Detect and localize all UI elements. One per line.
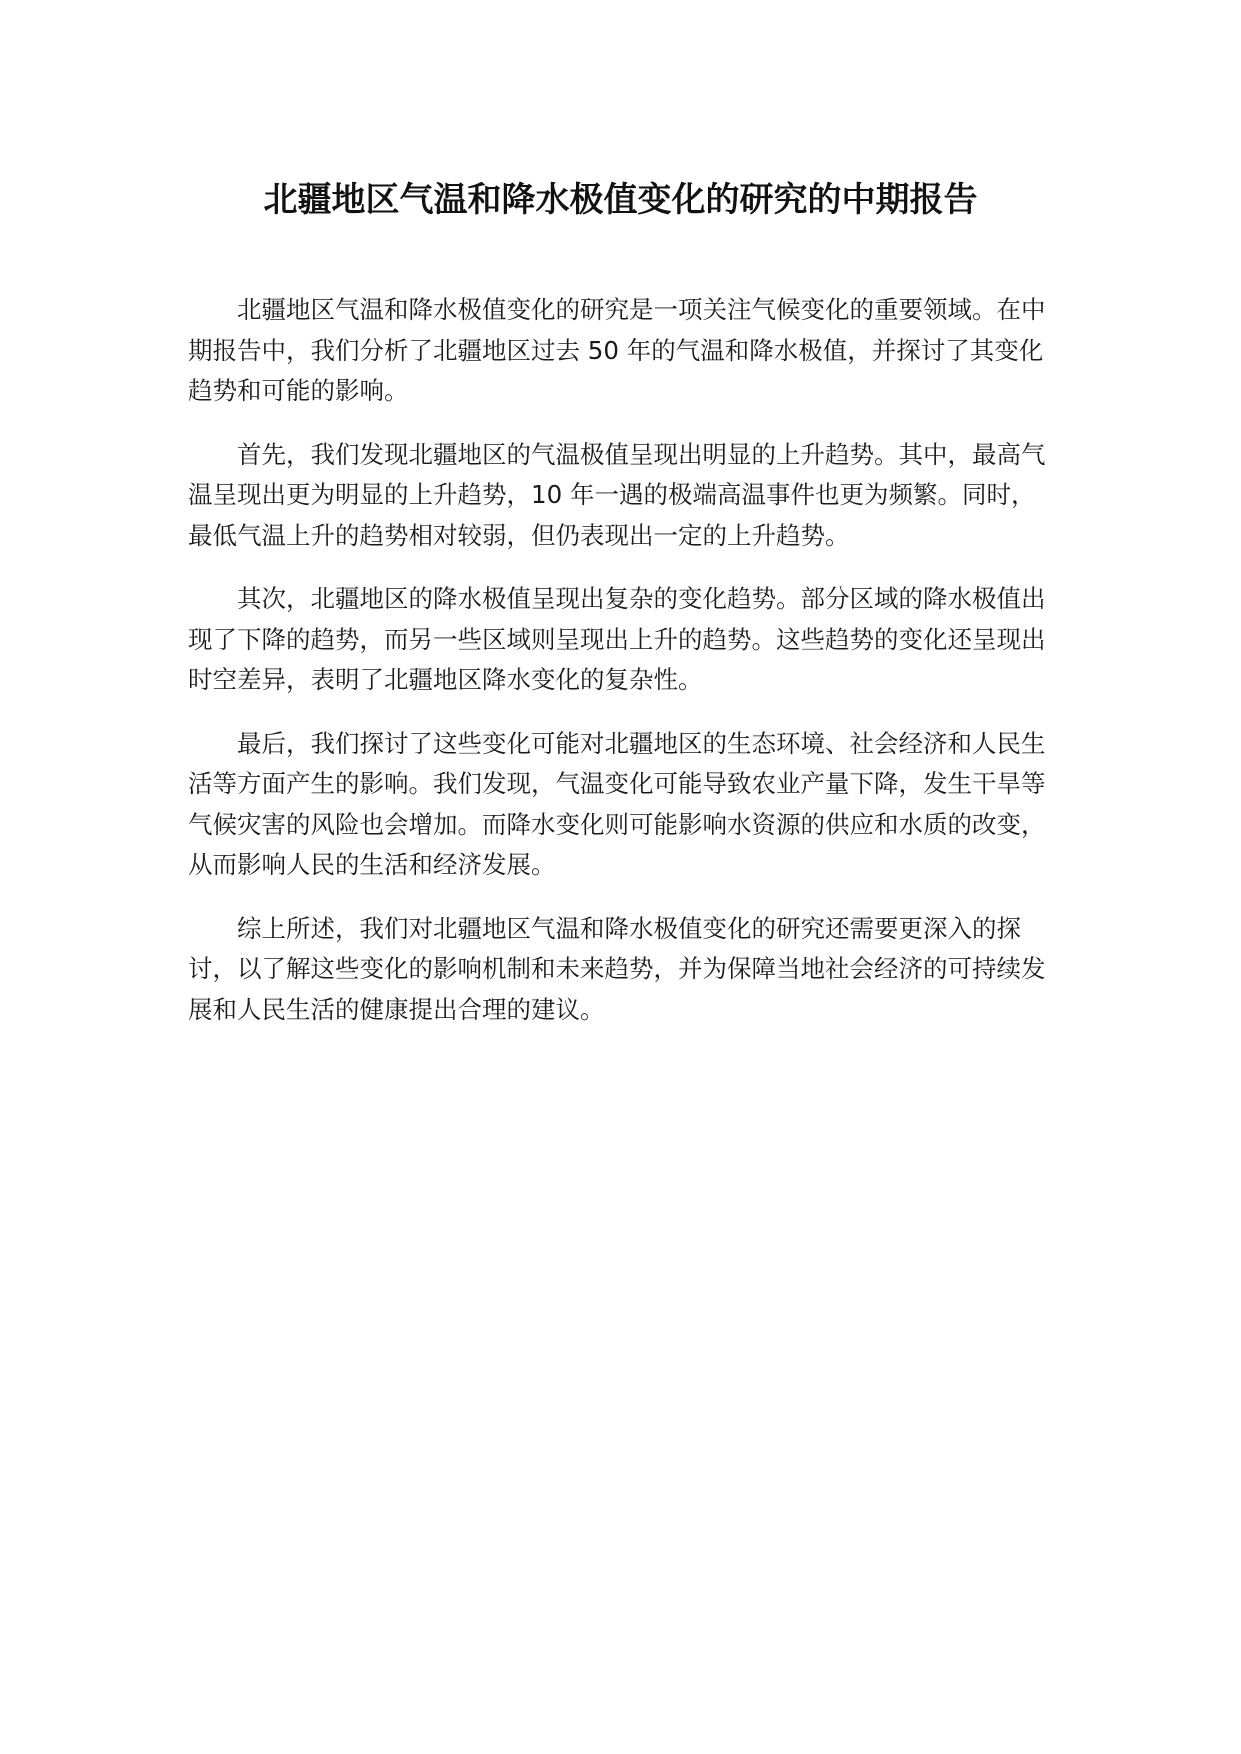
paragraph-1: 北疆地区气温和降水极值变化的研究是一项关注气候变化的重要领域。在中期报告中，我们分析了北疆地区过去 50 年的气温和降水极值，并探讨了其变化趋势和可能的影响。 (188, 295, 1046, 405)
paragraph-4: 最后，我们探讨了这些变化可能对北疆地区的生态环境、社会经济和人民生活等方面产生的影响。我们发现，气温变化可能导致农业产量下降，发生干旱等气候灾害的风险也会增加。而降水变化则可能影响水资源的供应和水质的改变，从而影响人民的生活和经济发展。 (188, 728, 1046, 879)
document-title: 北疆地区气温和降水极值变化的研究的中期报告 (263, 180, 978, 220)
paragraph-2: 首先，我们发现北疆地区的气温极值呈现出明显的上升趋势。其中，最高气温呈现出更为明显的上升趋势，10 年一遇的极端高温事件也更为频繁。同时，最低气温上升的趋势相对较弱，但仍表现出一定的上升趋势。 (188, 439, 1046, 550)
document-body (188, 290, 1048, 1053)
paragraph-5: 综上所述，我们对北疆地区气温和降水极值变化的研究还需要更深入的探讨，以了解这些变化的影响机制和未来趋势，并为保障当地社会经济的可持续发展和人民生活的健康提出合理的建议。 (188, 913, 1046, 1024)
paragraph-3: 其次，北疆地区的降水极值呈现出复杂的变化趋势。部分区域的降水极值出现了下降的趋势，而另一些区域则呈现出上升的趋势。这些趋势的变化还呈现出时空差异，表明了北疆地区降水变化的复杂性。 (188, 584, 1046, 694)
